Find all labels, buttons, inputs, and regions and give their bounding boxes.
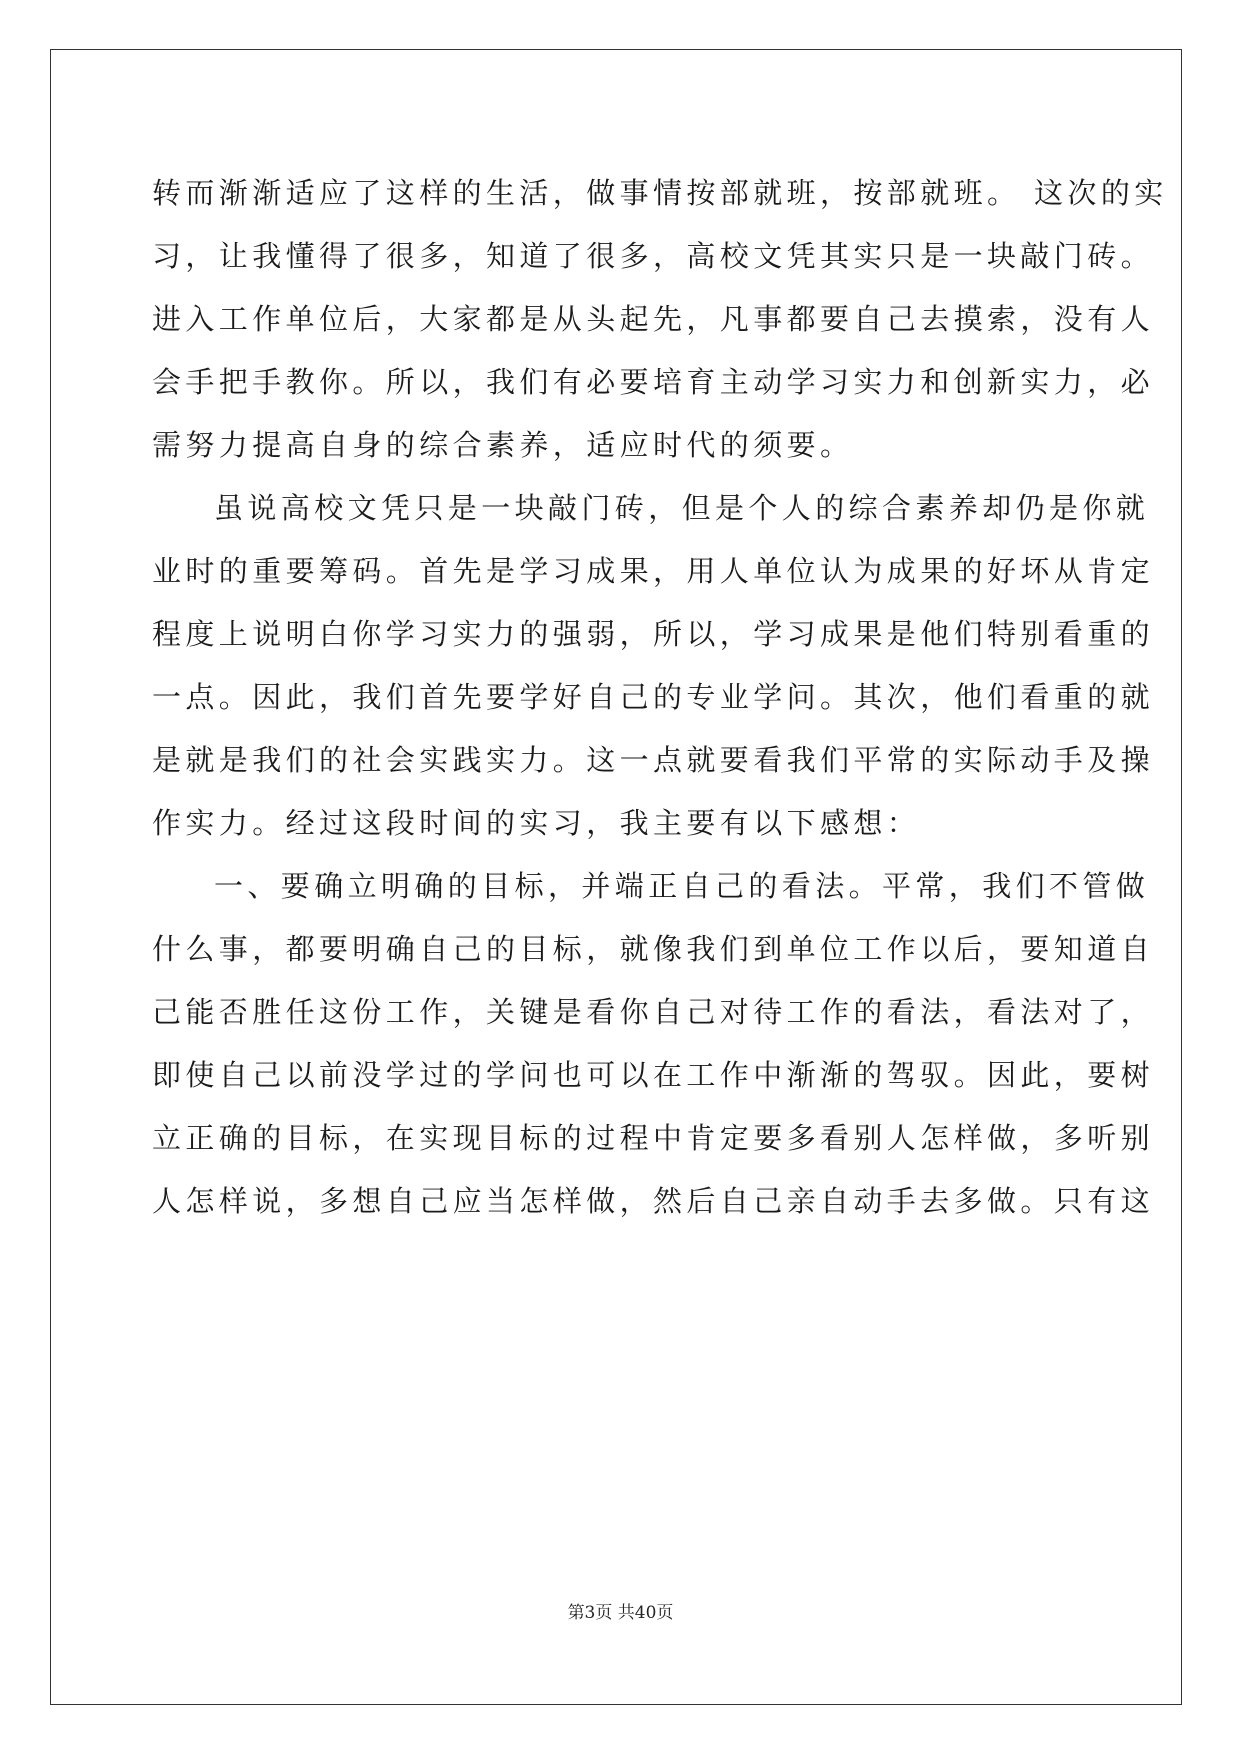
text-line-15: 即使自己以前没学过的学问也可以在工作中渐渐的驾驭。因此，要树 bbox=[152, 1058, 1155, 1092]
text-line-11: 作实力。经过这段时间的实习，我主要有以下感想： bbox=[152, 806, 921, 840]
text-line-17: 人怎样说，多想自己应当怎样做，然后自己亲自动手去多做。只有这 bbox=[152, 1184, 1155, 1218]
text-line-7: 业时的重要筹码。首先是学习成果，用人单位认为成果的好坏从肯定 bbox=[152, 554, 1155, 588]
text-line-12: 一、要确立明确的目标，并端正自己的看法。平常，我们不管做 bbox=[214, 869, 1150, 903]
text-line-2: 习，让我懂得了很多，知道了很多，高校文凭其实只是一块敲门砖。 bbox=[152, 239, 1155, 273]
text-line-5: 需努力提高自身的综合素养，适应时代的须要。 bbox=[152, 428, 854, 462]
document-body bbox=[152, 162, 1168, 1233]
text-line-1: 转而渐渐适应了这样的生活，做事情按部就班，按部就班。 这次的实 bbox=[152, 176, 1168, 210]
page-number-footer: 第3页 共40页 bbox=[567, 1603, 674, 1623]
text-line-13: 什么事，都要明确自己的目标，就像我们到单位工作以后，要知道自 bbox=[152, 932, 1155, 966]
text-line-9: 一点。因此，我们首先要学好自己的专业学问。其次，他们看重的就 bbox=[152, 680, 1155, 714]
text-line-6: 虽说高校文凭只是一块敲门砖，但是个人的综合素养却仍是你就 bbox=[214, 491, 1150, 525]
text-line-4: 会手把手教你。所以，我们有必要培育主动学习实力和创新实力，必 bbox=[152, 365, 1155, 399]
text-line-8: 程度上说明白你学习实力的强弱，所以，学习成果是他们特别看重的 bbox=[152, 617, 1155, 651]
text-line-3: 进入工作单位后，大家都是从头起先，凡事都要自己去摸索，没有人 bbox=[152, 302, 1155, 336]
text-line-16: 立正确的目标，在实现目标的过程中肯定要多看别人怎样做，多听别 bbox=[152, 1121, 1155, 1155]
text-line-10: 是就是我们的社会实践实力。这一点就要看我们平常的实际动手及操 bbox=[152, 743, 1155, 777]
text-line-14: 己能否胜任这份工作，关键是看你自己对待工作的看法，看法对了， bbox=[152, 995, 1155, 1029]
